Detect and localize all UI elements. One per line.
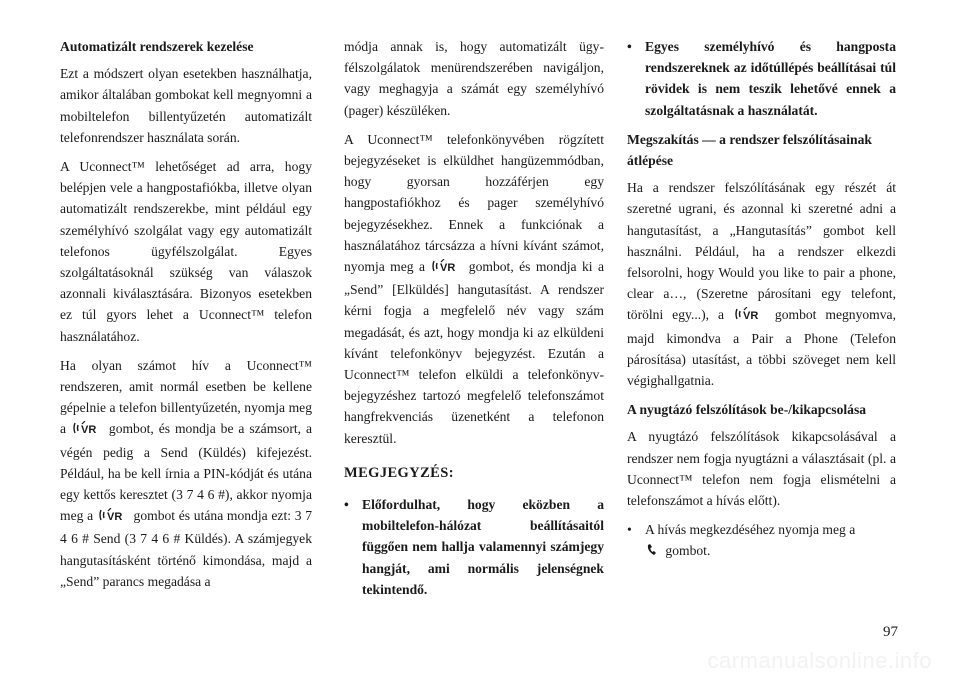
instruction-bullet <box>627 519 896 563</box>
paragraph <box>344 129 604 449</box>
svg-text:VR: VR <box>440 262 456 274</box>
text-span: A Uconnect™ telefonkönyvében rögzített bejegyzéseket is elküldhet hangüzemmódban, hogy gyorsan hozzáférjen egy hangpostafiókhoz és pager személyhívó bejegyzésekhez. Ennek a funkciónak a használatához tárcsázza a hívni kívánt számot, nyomja meg a <box>344 131 604 275</box>
text-span: gombot, és mondja be a számsort, a végén pedig a Send (Küldés) kifejezést. Például, ha be kell írnia a PIN-kódját és utána egy kettős keresztet (3 7 4 6 #), akkor nyomja meg a <box>60 421 313 524</box>
text-span: gombot. <box>665 543 711 559</box>
paragraph: Ezt a módszert olyan esetekben használhatja, amikor általában gombokat kell megnyomni a mobiltelefon billentyűzetén automatizált telefonrendszer használata során. <box>60 66 312 145</box>
text-span: Ha olyan számot hív a Uconnect™ rendszeren, amit normál esetben be kellene gépelnie a telefon billentyűzetén, nyomja meg a <box>60 357 312 437</box>
paragraph <box>60 355 312 592</box>
page-number: 97 <box>883 624 898 640</box>
watermark: carmanualsonline.info <box>707 648 932 673</box>
note-bullet <box>344 494 604 600</box>
column-middle <box>344 36 604 608</box>
voice-recognition-icon <box>431 258 461 279</box>
paragraph: A nyugtázó felszólítások kikapcsolásával a rendszer nem fogja nyugtázni a választásait (pl. a Uconnect™ telefon nem fogja elismételni a telefonszámot a hívás előtt). <box>627 429 896 509</box>
bullet-dot: • <box>627 39 632 54</box>
paragraph <box>627 177 896 391</box>
bullet-dot: • <box>344 497 349 513</box>
phone-icon <box>646 542 660 563</box>
text-span: gombot és utána mondja ezt: 3 7 4 6 # Send (3 7 4 6 # Küldés). A számjegyek hangutasításként történő kimondása, majd a „Send” parancs megadása a <box>60 508 312 589</box>
note-bullet <box>627 36 896 121</box>
svg-text:VR: VR <box>80 424 97 436</box>
section-heading-confirmation-prompts: A nyugtázó felszólítások be-/kikapcsolása <box>627 402 867 418</box>
bullet-text: Egyes személyhívó és hangposta rendszereknek az időtúllépés beállításai túl rövidek is nem teszik lehetővé ennek a szolgáltatásnak a használatát. <box>645 39 896 118</box>
text-span: gombot, és mondja ki a „Send” [Elküldés] hangutasítást. A rendszer kérni fogja a megfelelő név vagy szám megadását, és azt, hogy mondja ki az elküldeni kívánt telefonkönyv bejegyzést. Ezután a Uconnect™ telefon elküldi a telefonkönyv-bejegyzéshez tartozó megfelelő telefonszámot hangfrekvenciás üzenetként a telefonon keresztül. <box>344 259 604 446</box>
column-right <box>627 36 896 572</box>
section-heading-barge-in: Megszakítás — a rendszer felszólításainak átlépése <box>627 131 872 169</box>
note-heading: MEGJEGYZÉS: <box>344 464 454 481</box>
voice-recognition-icon <box>98 507 128 528</box>
bullet-dot: • <box>627 522 632 538</box>
column-left <box>60 36 312 600</box>
bullet-text: Előfordulhat, hogy eközben a mobiltelefon-hálózat beállításaitól függően nem hallja valamennyi számjegy hangját, ami normális jelenségnek tekintendő. <box>362 497 604 597</box>
text-span: Ha a rendszer felszólításának egy részét át szeretné ugrani, és azonnal ki szeretné adni a hangutasítást, a „Hangutasítás” gombot kell használni. Például, ha a rendszer elkezdi felsorolni, hogy Would you like to pair a phone, clear a…, (Szeretne párosítani egy telefont, törölni egy...), a <box>627 180 896 323</box>
voice-recognition-icon <box>734 306 764 327</box>
svg-text:VR: VR <box>742 310 759 322</box>
voice-recognition-icon <box>72 420 102 441</box>
text-span: gombot megnyomva, majd kimondva a Pair a Phone (Telefon párosítása) utasítást, a többi szöveget nem kell végighallgatnia. <box>627 307 896 389</box>
paragraph: A Uconnect™ lehetőséget ad arra, hogy belépjen vele a hangpostafiókba, illetve olyan automatizált rendszerekbe, mint például egy személyhívó szolgálat vagy egy automatizált telefonos ügyfélszolgálat. Egyes szolgáltatásoknál szükség van válaszok azonnali kiválasztására. Bizonyos esetekben ez túl gyors lehet a Uconnect™ telefon használatához. <box>60 159 312 344</box>
svg-text:VR: VR <box>106 511 123 523</box>
paragraph: módja annak is, hogy automatizált ügyfélszolgálatok menürendszerében navigáljon, vagy meghagyja a számát egy személyhívó (pager) készüléken. <box>344 39 604 118</box>
section-heading-automated-systems: Automatizált rendszerek kezelése <box>60 39 254 54</box>
bullet-text: A hívás megkezdéséhez nyomja meg a <box>645 522 856 538</box>
